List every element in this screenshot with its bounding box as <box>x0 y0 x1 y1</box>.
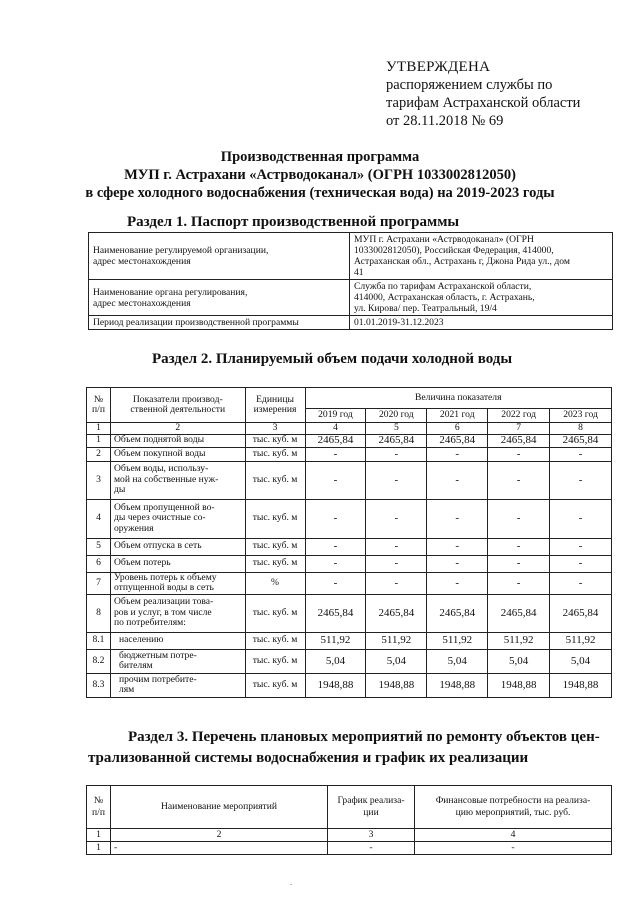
activities-table <box>86 785 612 855</box>
row-value: - <box>427 499 488 538</box>
cell-text: № <box>93 393 104 405</box>
row-value: - <box>550 555 612 572</box>
row-value: - <box>550 461 612 499</box>
title-line: Производственная программа <box>220 149 420 165</box>
cell-text: 41 <box>354 267 364 278</box>
row-value: 2465,84 <box>488 434 550 447</box>
approval-heading: УТВЕРЖДЕНА <box>386 59 491 75</box>
volume-table <box>86 387 612 698</box>
col-number: 2 <box>111 829 328 842</box>
row-value: - <box>427 447 488 461</box>
page-mark: . <box>290 878 292 887</box>
cell-text: Объем потерь <box>113 557 171 569</box>
col-number: 3 <box>328 829 415 842</box>
table-cell <box>350 280 613 316</box>
header-unit <box>245 388 305 423</box>
row-value: 5,04 <box>488 649 550 673</box>
cell-text: ды через очистные со- <box>113 512 206 524</box>
cell-text: ственной деятельности <box>130 404 226 415</box>
row-value: - <box>427 555 488 572</box>
passport-table <box>88 232 613 330</box>
approval-line: распоряжением службы по <box>386 77 553 93</box>
row-value: - <box>366 461 427 499</box>
col-number: 2 <box>110 423 245 435</box>
row-indicator <box>110 499 245 538</box>
row-unit: % <box>245 572 305 594</box>
row-value: 2465,84 <box>550 434 612 447</box>
row-value: - <box>366 499 427 538</box>
row-value: - <box>366 538 427 555</box>
row-value: - <box>366 447 427 461</box>
cell-text: Наименование регулируемой организации, <box>93 245 269 256</box>
row-indicator <box>110 461 245 499</box>
table-cell: Период реализации производственной программы <box>89 316 350 330</box>
row-value: 1948,88 <box>366 673 427 697</box>
table-cell <box>89 280 350 316</box>
row-unit: тыс. куб. м <box>245 447 305 461</box>
cell-text: 414000, Астраханская область, г. Астрахань, <box>354 292 535 303</box>
row-value: 5,04 <box>366 649 427 673</box>
row-value: - <box>550 572 612 594</box>
col-number: 1 <box>87 829 111 842</box>
cell-text: прочим потребите- <box>118 673 197 685</box>
row-value: 5,04 <box>305 649 366 673</box>
col-number: 4 <box>305 423 366 435</box>
row-indicator <box>110 594 245 632</box>
table-row <box>87 649 612 673</box>
header-year: 2021 год <box>427 409 488 423</box>
row-value: - <box>488 572 550 594</box>
row-value: 2465,84 <box>305 594 366 632</box>
row-value: - <box>305 447 366 461</box>
row-unit: тыс. куб. м <box>245 594 305 632</box>
cell-text: отпущенной воды в сеть <box>113 582 214 593</box>
table-row <box>87 632 612 649</box>
row-value: - <box>427 538 488 555</box>
table-row <box>87 499 612 538</box>
col-number: 6 <box>427 423 488 435</box>
header-num <box>87 786 111 829</box>
cell-text: Объем покупной воды <box>113 447 206 459</box>
row-value: - <box>550 447 612 461</box>
row-value: 2465,84 <box>366 434 427 447</box>
row-value: - <box>550 538 612 555</box>
cell-text: Объем отпуска в сеть <box>113 540 202 552</box>
title-line: в сфере холодного водоснабжения (техническая вода) на 2019-2023 годы <box>85 185 555 201</box>
row-num: 8.3 <box>87 673 111 697</box>
row-value: - <box>305 572 366 594</box>
cell-text: 1033002812050), Российская Федерация, 414000, <box>354 245 554 256</box>
col-number: 7 <box>488 423 550 435</box>
row-unit: тыс. куб. м <box>245 673 305 697</box>
row-value: 511,92 <box>366 632 427 649</box>
row-indicator <box>110 572 245 594</box>
row-value: - <box>305 461 366 499</box>
table-row <box>87 842 612 855</box>
table-row <box>87 555 612 572</box>
col-number: 3 <box>245 423 305 435</box>
row-num: 1 <box>87 842 111 855</box>
cell-text: № <box>93 795 104 806</box>
row-value: 2465,84 <box>305 434 366 447</box>
table-cell <box>89 233 350 280</box>
cell-text: ров и услуг, в том числе <box>113 606 212 618</box>
table-cell <box>350 233 613 280</box>
row-unit: тыс. куб. м <box>245 649 305 673</box>
header-value: Величина показателя <box>305 388 611 409</box>
cell-text: Уровень потерь к объему <box>113 571 217 583</box>
row-num: 5 <box>87 538 111 555</box>
row-num: 8 <box>87 594 111 632</box>
row-unit: тыс. куб. м <box>245 499 305 538</box>
cell-text: Объем пропущенной во- <box>113 501 215 513</box>
row-value: 511,92 <box>427 632 488 649</box>
approval-line: тарифам Астраханской области <box>386 95 581 111</box>
cell-text: Показатели производ- <box>132 393 223 405</box>
row-num: 4 <box>87 499 111 538</box>
cell-text: ции <box>363 807 379 818</box>
row-num: 3 <box>87 461 111 499</box>
header-year: 2023 год <box>550 409 612 423</box>
cell-text: Объем поднятой воды <box>113 434 205 446</box>
row-indicator <box>110 673 245 697</box>
row-value: 2465,84 <box>366 594 427 632</box>
row-value: - <box>488 538 550 555</box>
header-finance <box>415 786 612 829</box>
row-unit: тыс. куб. м <box>245 461 305 499</box>
row-value: - <box>366 555 427 572</box>
cell-text: населению <box>118 634 164 646</box>
cell-text: п/п <box>92 807 105 818</box>
row-value: 511,92 <box>305 632 366 649</box>
row-value: - <box>488 447 550 461</box>
table-row <box>87 461 612 499</box>
table-row <box>87 538 612 555</box>
cell-text: Финансовые потребности на реализа- <box>435 795 591 806</box>
volume-body <box>87 434 612 697</box>
cell-text: измерения <box>253 404 297 415</box>
row-value: - <box>550 499 612 538</box>
cell-text: Объем воды, использу- <box>113 463 209 475</box>
row-value: - <box>488 555 550 572</box>
row-value: 511,92 <box>488 632 550 649</box>
header-row <box>87 388 612 409</box>
row-value: 2465,84 <box>550 594 612 632</box>
header-year: 2020 год <box>366 409 427 423</box>
cell-text: График реализа- <box>337 795 405 806</box>
cell-text: оружения <box>113 522 154 534</box>
table-cell: 01.01.2019-31.12.2023 <box>350 316 613 330</box>
approval-block <box>386 58 626 130</box>
row-value: 2465,84 <box>488 594 550 632</box>
row-indicator <box>110 538 245 555</box>
row-value: 1948,88 <box>427 673 488 697</box>
row-num: 8.1 <box>87 632 111 649</box>
col-number: 8 <box>550 423 612 435</box>
row-num: 6 <box>87 555 111 572</box>
table-row <box>89 316 613 330</box>
column-number-row <box>87 829 612 842</box>
cell-text: бюджетным потре- <box>118 649 197 661</box>
cell-text: п/п <box>92 404 105 415</box>
cell-text: цию мероприятий, тыс. руб. <box>455 807 571 818</box>
row-unit: тыс. куб. м <box>245 434 305 447</box>
row-value: 1948,88 <box>488 673 550 697</box>
row-unit: тыс. куб. м <box>245 555 305 572</box>
header-year: 2022 год <box>488 409 550 423</box>
row-num: 7 <box>87 572 111 594</box>
row-indicator <box>110 434 245 447</box>
row-unit: тыс. куб. м <box>245 538 305 555</box>
row-indicator <box>110 649 245 673</box>
table-row <box>87 572 612 594</box>
section3-title-line2: трализованной системы водоснабжения и график их реализации <box>88 750 529 766</box>
header-name: Наименование мероприятий <box>111 786 328 829</box>
col-number: 4 <box>415 829 612 842</box>
row-value: 2465,84 <box>427 434 488 447</box>
col-number: 5 <box>366 423 427 435</box>
row-num: 2 <box>87 447 111 461</box>
cell-text: адрес местонахождения <box>93 297 191 309</box>
cell-text: бителям <box>118 660 153 671</box>
row-value: - <box>305 499 366 538</box>
row-value: - <box>488 499 550 538</box>
row-value: - <box>366 572 427 594</box>
cell-text: Единицы <box>256 393 294 405</box>
row-value: 5,04 <box>550 649 612 673</box>
approval-line: от 28.11.2018 № 69 <box>386 113 504 129</box>
table-row <box>87 434 612 447</box>
title-line: МУП г. Астрахани «Астрводоканал» (ОГРН 1033002812050) <box>124 167 516 183</box>
row-value: - <box>488 461 550 499</box>
cell-text: по потребителям: <box>113 617 186 629</box>
cell-text: Объем реализации това- <box>113 596 214 608</box>
col-number: 1 <box>87 423 111 435</box>
section3-title-line1: Раздел 3. Перечень плановых мероприятий по ремонту объектов цен- <box>128 729 600 745</box>
row-value: 1948,88 <box>550 673 612 697</box>
header-schedule <box>328 786 415 829</box>
section2-title: Раздел 2. Планируемый объем подачи холодной воды <box>152 351 513 367</box>
row-indicator <box>110 632 245 649</box>
cell-text: Астраханская обл., Астрахань г, Джона Рида ул., дом <box>354 256 570 267</box>
table-row <box>89 280 613 316</box>
column-number-row <box>87 423 612 435</box>
table-row <box>89 233 613 280</box>
row-value: - <box>427 572 488 594</box>
cell-text: Наименование органа регулирования, <box>93 286 248 298</box>
row-name: - <box>111 842 328 855</box>
document-title <box>0 148 640 202</box>
table-row <box>87 673 612 697</box>
row-finance: - <box>415 842 612 855</box>
header-indicator <box>110 388 245 423</box>
row-value: - <box>305 555 366 572</box>
cell-text: ды <box>113 484 126 496</box>
header-row <box>87 786 612 829</box>
row-value: 511,92 <box>550 632 612 649</box>
row-unit: тыс. куб. м <box>245 632 305 649</box>
cell-text: адрес местонахождения <box>93 256 191 267</box>
row-value: - <box>305 538 366 555</box>
table-row <box>87 594 612 632</box>
row-value: - <box>427 461 488 499</box>
row-num: 1 <box>87 434 111 447</box>
table-row <box>87 447 612 461</box>
cell-text: МУП г. Астрахани «Астрводоканал» (ОГРН <box>354 234 534 245</box>
cell-text: Служба по тарифам Астраханской области, <box>354 281 532 292</box>
section1-title: Раздел 1. Паспорт производственной программы <box>127 214 460 230</box>
row-value: 2465,84 <box>427 594 488 632</box>
row-value: 5,04 <box>427 649 488 673</box>
cell-text: ул. Кирова/ пер. Театральный, 19/4 <box>354 303 497 314</box>
cell-text: мой на собственные нуж- <box>113 473 219 485</box>
row-indicator <box>110 447 245 461</box>
header-num <box>87 388 111 423</box>
row-num: 8.2 <box>87 649 111 673</box>
row-schedule: - <box>328 842 415 855</box>
cell-text: лям <box>118 684 135 695</box>
row-value: 1948,88 <box>305 673 366 697</box>
row-indicator <box>110 555 245 572</box>
header-year: 2019 год <box>305 409 366 423</box>
